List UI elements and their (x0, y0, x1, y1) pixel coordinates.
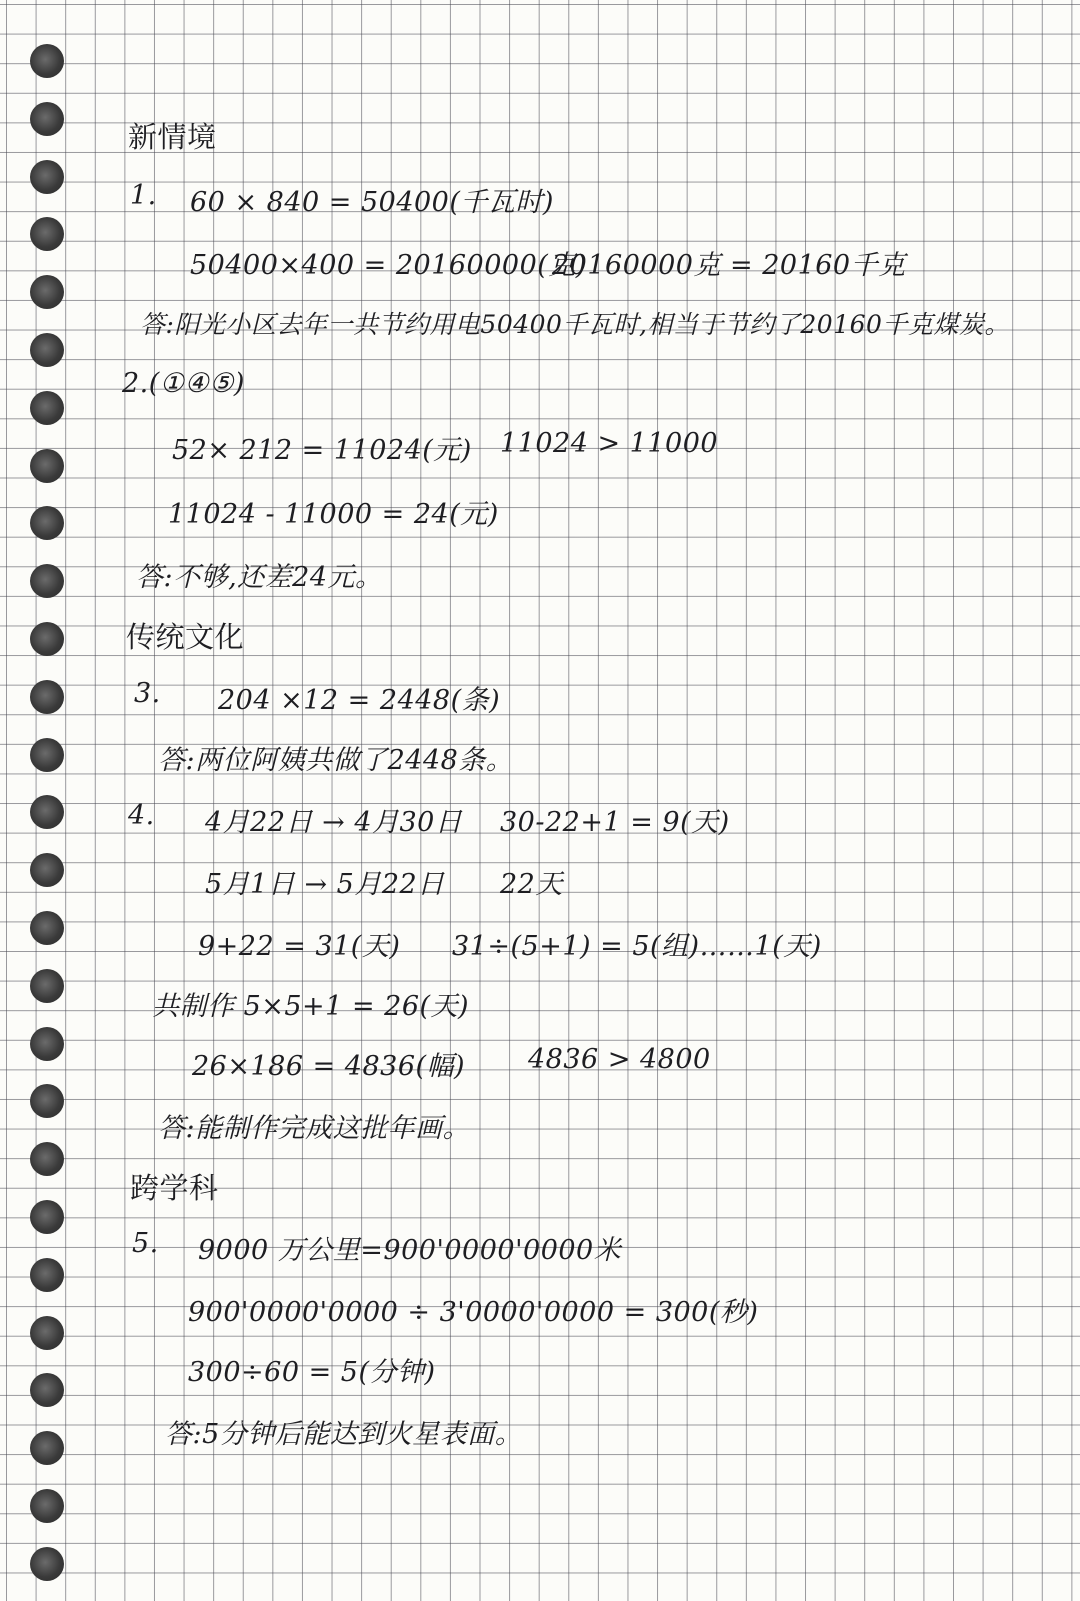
binder-hole (30, 738, 64, 772)
q2-equation-1b: 11024 > 11000 (500, 428, 719, 459)
binder-hole (30, 333, 64, 367)
binder-hole (30, 1258, 64, 1292)
binder-hole (30, 680, 64, 714)
q2-number: 2.(①④⑤) (122, 368, 245, 399)
q5-equation-3: 300÷60 = 5(分钟) (188, 1357, 436, 1388)
section-heading-traditional-culture: 传统文化 (126, 620, 245, 654)
q4-equation-2a: 5月1日 → 5月22日 (205, 869, 445, 900)
q4-number: 4. (128, 800, 155, 831)
q4-equation-2b: 22天 (500, 869, 563, 900)
q1-number: 1. (130, 180, 157, 211)
binder-hole (30, 102, 64, 136)
q4-equation-3a: 9+22 = 31(天) (198, 931, 401, 962)
binder-hole (30, 969, 64, 1003)
binder-hole (30, 449, 64, 483)
binder-hole (30, 1084, 64, 1118)
binder-hole (30, 1142, 64, 1176)
q1-equation-2a: 50400×400 = 20160000(克) (190, 250, 587, 281)
binder-hole (30, 911, 64, 945)
q2-answer: 答:不够,还差24元。 (136, 562, 383, 593)
binder-hole (30, 622, 64, 656)
q3-number: 3. (134, 678, 161, 709)
binder-holes (0, 0, 80, 1601)
q1-answer: 答:阳光小区去年一共节约用电50400千瓦时,相当于节约了20160千克煤炭。 (140, 310, 1010, 339)
q3-equation: 204 ×12 = 2448(条) (218, 685, 501, 716)
q2-equation-1a: 52× 212 = 11024(元) (172, 435, 472, 466)
q4-equation-3b: 31÷(5+1) = 5(组)……1(天) (452, 931, 822, 962)
binder-hole (30, 275, 64, 309)
q5-equation-2: 900'0000'0000 ÷ 3'0000'0000 = 300(秒) (188, 1297, 759, 1328)
binder-hole (30, 44, 64, 78)
binder-hole (30, 853, 64, 887)
binder-hole (30, 1373, 64, 1407)
q2-equation-2: 11024 - 11000 = 24(元) (168, 499, 499, 530)
binder-hole (30, 506, 64, 540)
binder-hole (30, 160, 64, 194)
binder-hole (30, 1200, 64, 1234)
binder-hole (30, 795, 64, 829)
binder-hole (30, 1489, 64, 1523)
q5-equation-1: 9000 万公里=900'0000'0000米 (198, 1235, 622, 1266)
q4-answer: 答:能制作完成这批年画。 (158, 1113, 471, 1144)
q4-equation-1b: 30-22+1 = 9(天) (500, 807, 730, 838)
section-heading-cross-discipline: 跨学科 (130, 1171, 219, 1205)
section-heading-new-context: 新情境 (128, 120, 217, 154)
binder-hole (30, 1547, 64, 1581)
q5-number: 5. (132, 1228, 159, 1259)
binder-hole (30, 217, 64, 251)
binder-hole (30, 1431, 64, 1465)
q4-equation-4: 共制作 5×5+1 = 26(天) (152, 991, 470, 1022)
q4-equation-5a: 26×186 = 4836(幅) (192, 1051, 466, 1082)
q5-answer: 答:5分钟后能达到火星表面。 (165, 1419, 523, 1450)
binder-hole (30, 391, 64, 425)
binder-hole (30, 564, 64, 598)
binder-hole (30, 1027, 64, 1061)
binder-hole (30, 1316, 64, 1350)
q1-equation-2b: 20160000克 = 20160千克 (552, 250, 906, 281)
q1-equation-1: 60 × 840 = 50400(千瓦时) (190, 187, 554, 218)
q4-equation-5b: 4836 > 4800 (528, 1044, 711, 1075)
q3-answer: 答:两位阿姨共做了2448条。 (158, 745, 514, 776)
q4-equation-1a: 4月22日 → 4月30日 (205, 807, 463, 838)
